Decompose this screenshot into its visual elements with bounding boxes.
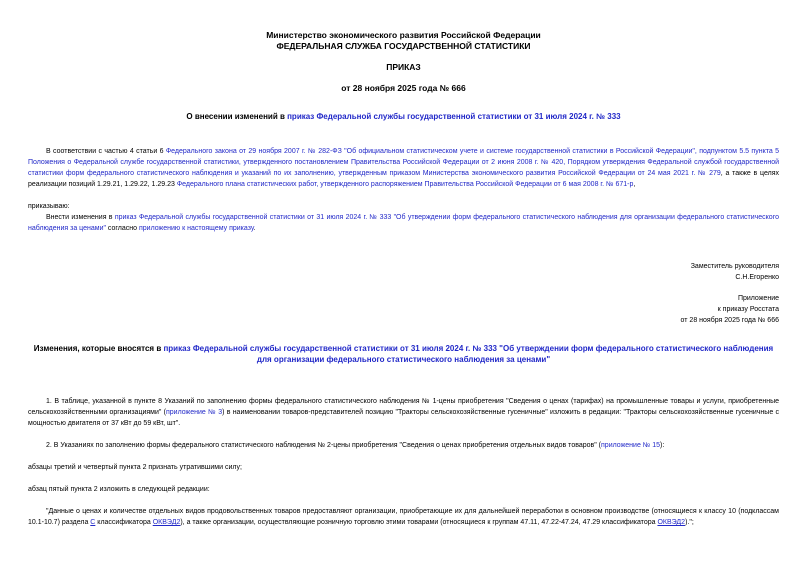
- text-run: классификатора: [95, 519, 153, 526]
- preamble-paragraph: [28, 146, 779, 190]
- document-link[interactable]: приказ Федеральной службы государственной статистики от 31 июля 2024 г. № 333 "Об утверждении форм федерального статистического наблюдения для организации федерального статистического наблюдения за ценами": [28, 214, 779, 232]
- text-run: 2. В Указаниях по заполнению формы федерального статистического наблюдения № 2-цены приобретения "Сведения о ценах приобретения отдельных видов товаров" (: [46, 442, 602, 449]
- text-run: Внести изменения в: [46, 214, 115, 221]
- text-run: ).";: [685, 519, 694, 526]
- text-run: ), а также организации, осуществляющие розничную торговлю этими товарами (относящиеся к группам 47.11, 47.22-47.24, 47.29 классификатора: [180, 519, 658, 526]
- text-run: "Данные о ценах и количестве отдельных видов продовольственных товаров предоставляют организации, приобретающие их для дальнейшей переработки в основном производстве (относящиеся к классу 10 (подклассам 10.1-10.7) раздела: [28, 508, 779, 526]
- doc-title: [28, 111, 779, 122]
- doc-date: от 28 ноября 2025 года № 666: [341, 83, 466, 93]
- item-2-subclause-1: абзацы третий и четвертый пункта 2 признать утратившими силу;: [28, 464, 242, 471]
- text-run: ,: [633, 181, 636, 188]
- appendix-label-title: Приложение: [737, 295, 779, 302]
- text-run: .: [253, 225, 256, 232]
- signature-position: Заместитель руководителя: [690, 263, 779, 270]
- appendix-label-to: к приказу Росстата: [717, 306, 779, 313]
- document-link[interactable]: приложение № 3: [165, 409, 223, 416]
- document-link[interactable]: приложение № 15: [601, 442, 661, 449]
- ministry-line: Министерство экономического развития Российской Федерации: [266, 30, 541, 40]
- text-run: , а также в целях реализации позиций 1.29.21, 1.29.22, 1.29.23: [28, 170, 779, 188]
- quoted-edition-paragraph: [28, 506, 779, 528]
- signature-block: [28, 261, 779, 283]
- text-run: 1. В таблице, указанной в пункте 8 Указаний по заполнению формы федерального статистического наблюдения № 1-цены приобретения "Сведения о ценах (тарифах) на промышленные товары и услуги, приобретенные сельскохозяйственными организациями" (: [28, 398, 779, 416]
- text-run: ) в наименовании товаров-представителей позицию "Тракторы сельскохозяйственные гусеничные" изложить в редакции: "Тракторы сельскохозяйственные гусеничные с мощностью двигателя от 37 кВт до 59 кВт, шт".: [28, 409, 780, 427]
- appendix-label-date: от 28 ноября 2025 года № 666: [680, 317, 779, 324]
- appendix-label-block: [28, 293, 779, 326]
- item-1-paragraph: [28, 396, 779, 429]
- signature-name: С.Н.Егоренко: [735, 274, 779, 281]
- document-link[interactable]: Федерального закона от 29 ноября 2007 г. № 282-ФЗ "Об официальном статистическом учете и системе государственной статистики в Российской Федерации", подпунктом 5.5 пункта 5 Положения о Федеральной службе государственной статистики, утвержденного постановлением Правительства Российской Федерации от 2 июня 2008 г. № 420, Порядком утверждения Федеральной службой государственной статистики форм федерального статистического наблюдения и указаний по их заполнению, утвержденным приказом Министерства экономического развития Российской Федерации от 24 мая 2021 г. № 279: [28, 148, 779, 177]
- doc-type: ПРИКАЗ: [386, 62, 421, 72]
- document-link[interactable]: приказ Федеральной службы государственной статистики от 31 июля 2024 г. № 333: [287, 112, 621, 121]
- text-run: Изменения, которые вносятся в: [33, 344, 164, 353]
- document-link[interactable]: приложению к настоящему приказу: [138, 225, 254, 232]
- order-lead: приказываю:: [28, 203, 70, 210]
- appendix-heading: [28, 343, 779, 365]
- document-link[interactable]: приказ Федеральной службы государственной статистики от 31 июля 2024 г. № 333 "Об утверждении форм федерального статистического наблюдения для организации федерального статистического наблюдения за ценами": [163, 344, 774, 364]
- item-2-subclause-2: абзац пятый пункта 2 изложить в следующей редакции:: [28, 486, 210, 493]
- text-run: ):: [660, 442, 665, 449]
- document-link[interactable]: ОКВЭД2: [152, 519, 181, 526]
- document-link[interactable]: С: [90, 519, 96, 526]
- item-2-paragraph: [28, 440, 779, 451]
- text-run: О внесении изменений в: [186, 112, 288, 121]
- order-paragraph: [28, 212, 779, 234]
- service-line: ФЕДЕРАЛЬНАЯ СЛУЖБА ГОСУДАРСТВЕННОЙ СТАТИСТИКИ: [276, 41, 531, 51]
- document-link[interactable]: ОКВЭД2: [657, 519, 686, 526]
- document-link[interactable]: Федерального плана статистических работ, утвержденного распоряжением Правительства Российской Федерации от 6 мая 2008 г. № 671-р: [176, 181, 634, 188]
- text-run: согласно: [105, 225, 139, 232]
- text-run: В соответствии с частью 4 статьи 6: [46, 148, 166, 155]
